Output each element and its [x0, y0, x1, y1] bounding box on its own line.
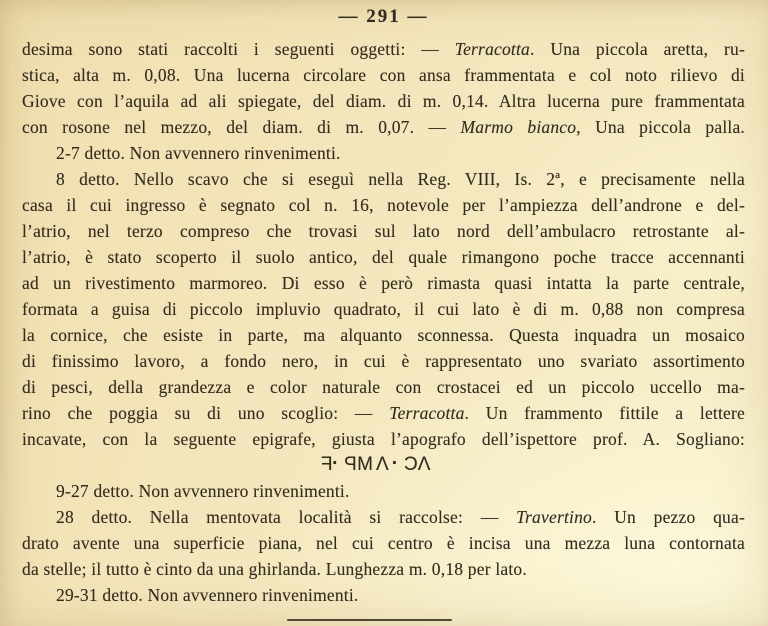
- text-segment: ad un rivestimento marmoreo. Di esso è però rimasta quasi intatta la parte centrale,: [22, 273, 745, 293]
- text-line: [22, 556, 745, 582]
- page-header: [22, 6, 745, 28]
- text-segment: da stelle; il tutto è cinto da una ghirlanda. Lunghezza m. 0,18 per lato.: [22, 559, 527, 579]
- text-line: [22, 218, 745, 244]
- text-segment: 28 detto. Nella mentovata località si raccolse: —: [56, 507, 517, 527]
- text-segment: stica, alta m. 0,08. Una lucerna circolare con ansa frammentata e col noto rilievo di: [22, 65, 745, 85]
- reversed-letter: F: [317, 454, 333, 475]
- text-segment: con rosone nel mezzo, del diam. di m. 0,07. —: [22, 117, 461, 137]
- text-line: [22, 530, 745, 556]
- text-line: [22, 192, 745, 218]
- text-segment: 9-27 detto. Non avvennero rinvenimenti.: [56, 481, 350, 501]
- text-segment: incavate, con la seguente epigrafe, giusta l’apografo dell’ispettore prof. A. Sogliano:: [22, 429, 745, 449]
- text-segment: . Un frammento fittile a lettere: [464, 403, 745, 423]
- text-line: [22, 36, 745, 62]
- text-segment: 2-7 detto. Non avvennero rinvenimenti.: [56, 143, 341, 163]
- text-line: [22, 244, 745, 270]
- text-segment: desima sono stati raccolti i seguenti oggetti: —: [22, 39, 455, 59]
- text-segment: rino che poggia su di uno scoglio: —: [22, 403, 390, 423]
- text-line: [22, 374, 745, 400]
- separator-dot: ·: [391, 453, 402, 474]
- letter: Λ: [417, 454, 434, 475]
- text-line: [22, 504, 745, 530]
- text-segment: di pesci, della grandezza e color naturale con crostacei ed un piccolo uccello ma-: [22, 377, 745, 397]
- text-line: [22, 62, 745, 88]
- text-segment: 8 detto. Nello scavo che si eseguì nella Reg. VIII, Is. 2ª, e precisamente nella: [56, 169, 745, 189]
- italic-term: Terracotta: [454, 39, 531, 59]
- section-end-rule: [287, 619, 452, 621]
- text-line: [22, 426, 745, 452]
- text-segment: 29-31 detto. Non avvennero rinvenimenti.: [56, 585, 359, 605]
- epigraphic-inscription: [14, 452, 737, 478]
- text-segment: . Un pezzo qua-: [591, 507, 745, 527]
- reversed-letter: C: [401, 454, 418, 475]
- text-segment: drato avente una superficie piana, nel cui centro è incisa una mezza luna contornata: [22, 533, 745, 553]
- text-segment: l’atrio, è stato scoperto il suolo antico, del quale rimangono poche tracce accennanti: [22, 247, 745, 267]
- separator-dot: ·: [332, 453, 342, 474]
- text-line: [22, 88, 745, 114]
- italic-term: Terracotta: [389, 403, 465, 423]
- letter: M: [357, 454, 376, 475]
- text-line: [22, 400, 745, 426]
- text-line: [22, 114, 745, 140]
- text-segment: l’atrio, nel terzo compreso che trovasi sul lato nord dell’ambulacro retrostante al-: [22, 221, 745, 241]
- text-segment: casa il cui ingresso è segnato col n. 16, notevole per l’ampiezza dell’androne e del-: [22, 195, 745, 215]
- text-line: [22, 270, 745, 296]
- page-body: [22, 36, 745, 621]
- text-segment: formata a guisa di piccolo impluvio quadrato, il cui lato è di m. 0,88 non compresa: [22, 299, 745, 319]
- text-line: [22, 348, 745, 374]
- text-segment: , Una piccola palla.: [576, 117, 745, 137]
- text-segment: Giove con l’aquila ad ali spiegate, del diam. di m. 0,14. Altra lucerna pure frammentata: [22, 91, 745, 111]
- text-line: [22, 478, 745, 504]
- text-segment: di finissimo lavoro, a fondo nero, in cui è rappresentato uno svariato assortimento: [22, 351, 745, 371]
- text-line: [22, 322, 745, 348]
- text-line: [22, 296, 745, 322]
- letter: Λ: [375, 454, 392, 475]
- reversed-letter: P: [341, 454, 358, 475]
- text-segment: . Una piccola aretta, ru-: [530, 39, 745, 59]
- text-line: [22, 140, 745, 166]
- page-number: — 291 —: [338, 6, 429, 27]
- text-segment: la cornice, che esiste in parte, ma alquanto sconnessa. Questa inquadra un mosaico: [22, 325, 745, 345]
- italic-term: Travertino: [516, 507, 592, 527]
- text-line: [22, 166, 745, 192]
- italic-term: Marmo bianco: [460, 117, 577, 137]
- text-line: [22, 582, 745, 608]
